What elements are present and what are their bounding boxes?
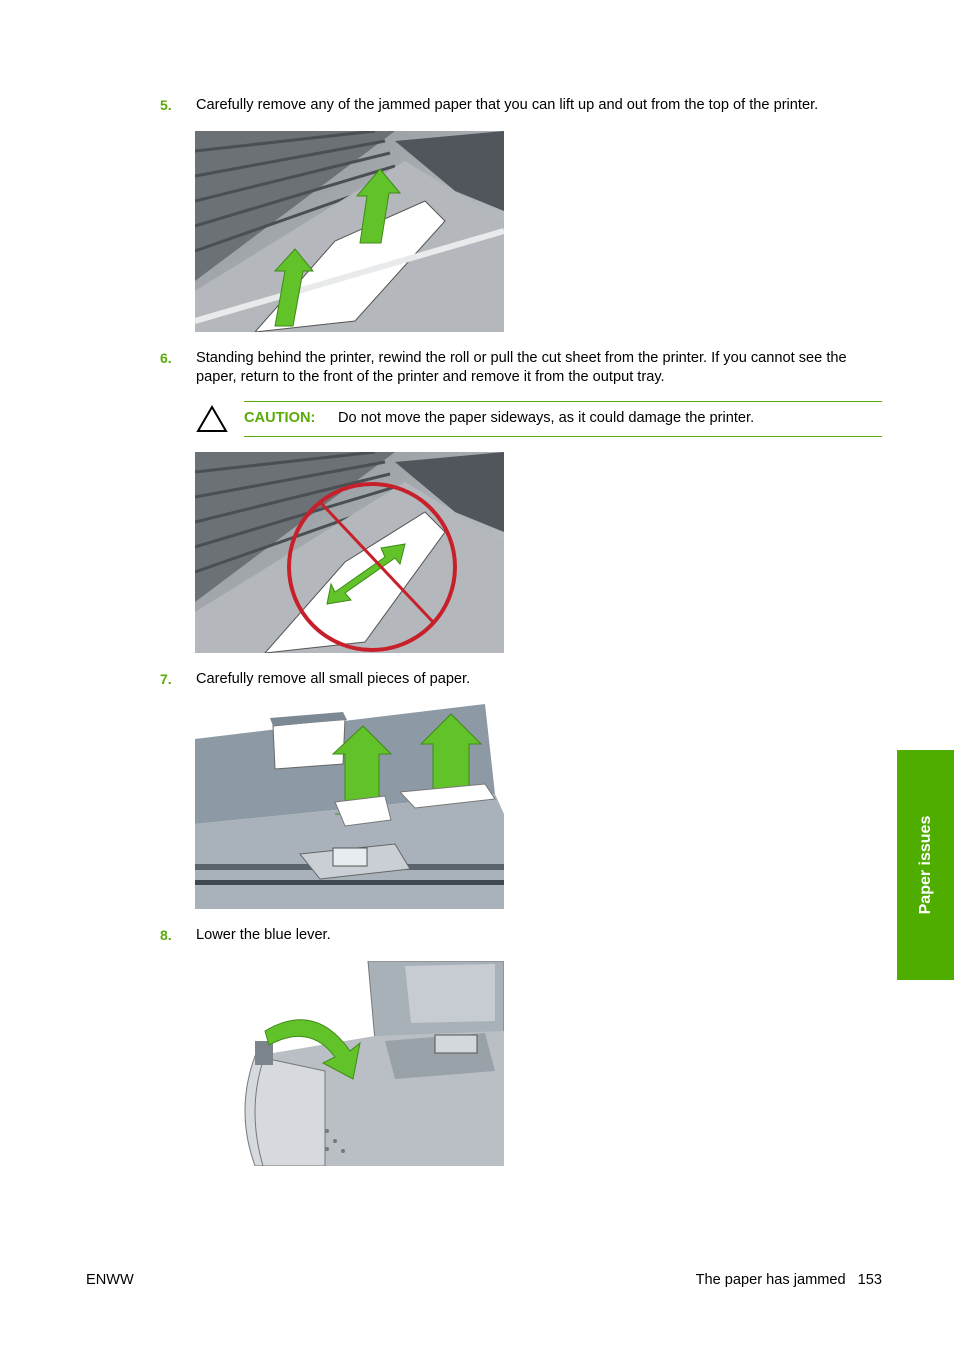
- step-7-number: 7.: [160, 671, 172, 687]
- footer-doc-code: ENWW: [86, 1272, 134, 1288]
- step-6-number: 6.: [160, 350, 172, 366]
- step-8-number: 8.: [160, 927, 172, 943]
- step-8-text: Lower the blue lever.: [196, 927, 331, 943]
- page-number: 153: [857, 1272, 882, 1288]
- step-7-text: Carefully remove all small pieces of paper.: [196, 671, 471, 687]
- caution-bottom-rule: [244, 436, 882, 437]
- section-tab-label: Paper issues: [916, 815, 934, 915]
- step-5-number: 5.: [160, 97, 172, 113]
- figure-lift-jammed-paper: [195, 131, 504, 332]
- step-6-text: Standing behind the printer, rewind the roll or pull the cut sheet from the printer. If you cannot see the paper, return to the front of the printer and remove it from the output tray.: [196, 350, 847, 385]
- footer-section: [696, 1272, 882, 1288]
- caution-label: CAUTION:: [244, 410, 316, 426]
- caution-top-rule: [244, 401, 882, 402]
- section-tab: [897, 750, 954, 980]
- figure-do-not-move-sideways: [195, 452, 504, 653]
- warning-triangle-icon: [196, 405, 228, 433]
- figure-remove-small-pieces: [195, 704, 504, 909]
- caution-note: [196, 401, 882, 437]
- footer-section-title: The paper has jammed: [695, 1272, 846, 1288]
- figure-lower-blue-lever: [195, 961, 504, 1166]
- step-5-text: Carefully remove any of the jammed paper that you can lift up and out from the top of the printer.: [196, 97, 819, 113]
- caution-text: Do not move the paper sideways, as it could damage the printer.: [338, 410, 755, 426]
